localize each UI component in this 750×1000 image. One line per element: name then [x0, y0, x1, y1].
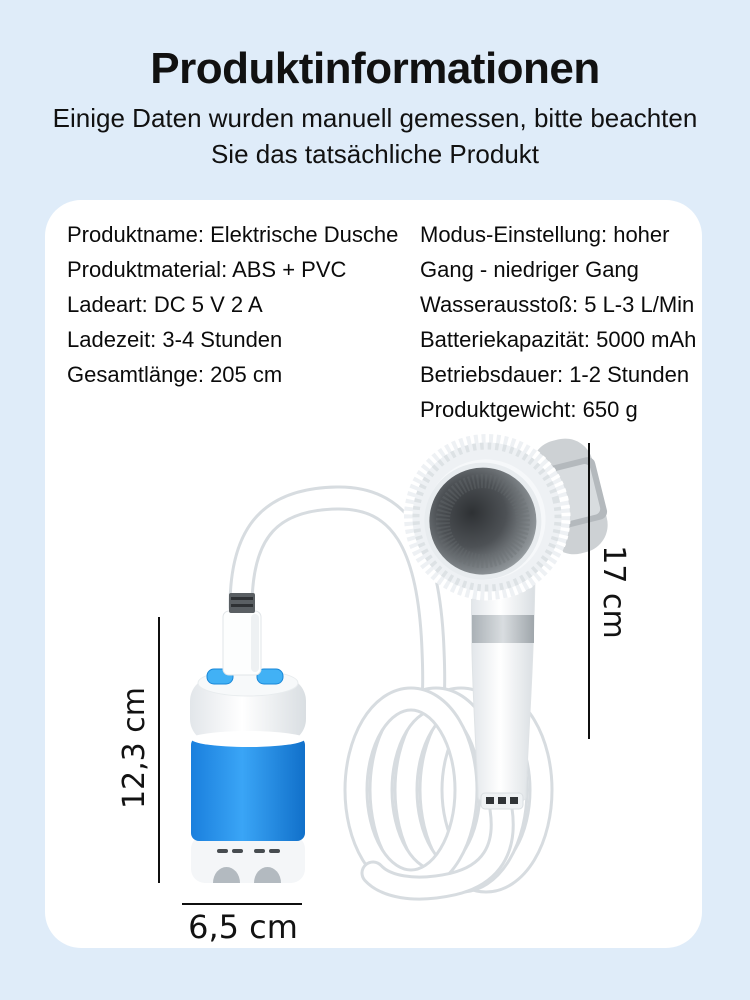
subtitle-line-1: Einige Daten wurden manuell gemessen, bitte beachten — [52, 103, 698, 133]
dimension-line-pump-width — [182, 903, 302, 905]
pump-top — [190, 669, 306, 747]
spec-water-output: Wasserausstoß: 5 L-3 L/Min — [420, 292, 695, 317]
spec-charge-time: Ladezeit: 3-4 Stunden — [67, 327, 283, 352]
spec-product-weight: Produktgewicht: 650 g — [420, 397, 638, 422]
spec-run-time: Betriebsdauer: 1-2 Stunden — [420, 362, 690, 387]
pump — [190, 593, 306, 883]
pump-base — [191, 835, 305, 883]
spec-product-name: Produktname: Elektrische Dusche — [67, 222, 399, 247]
handle-bottom-connector — [481, 793, 523, 809]
spec-product-material: Produktmaterial: ABS + PVC — [67, 257, 347, 282]
pump-blue-body — [191, 737, 305, 841]
subtitle-line-2: Sie das tatsächliche Produkt — [210, 139, 540, 169]
dimension-label-head-height: 17 cm — [596, 545, 631, 639]
dimension-line-pump-height — [158, 617, 160, 883]
handle-band — [472, 615, 534, 643]
usb-cap — [223, 611, 261, 675]
shower-handle — [472, 571, 535, 809]
spec-list-left — [67, 217, 415, 392]
spec-list-right — [420, 217, 712, 427]
spec-battery-capacity: Batteriekapazität: 5000 mAh — [420, 327, 697, 352]
spec-charge-type: Ladeart: DC 5 V 2 A — [67, 292, 263, 317]
spec-total-length: Gesamtlänge: 205 cm — [67, 362, 283, 387]
dimension-label-pump-width: 6,5 cm — [188, 908, 298, 946]
hose-connector — [229, 593, 255, 613]
page-title: Produktinformationen — [150, 44, 600, 93]
dimension-line-head-height — [588, 443, 590, 739]
dimension-label-pump-height: 12,3 cm — [117, 686, 152, 810]
page-subtitle — [0, 100, 750, 172]
spec-mode-setting: Modus-Einstellung: hoher Gang - niedriger Gang — [420, 222, 670, 282]
